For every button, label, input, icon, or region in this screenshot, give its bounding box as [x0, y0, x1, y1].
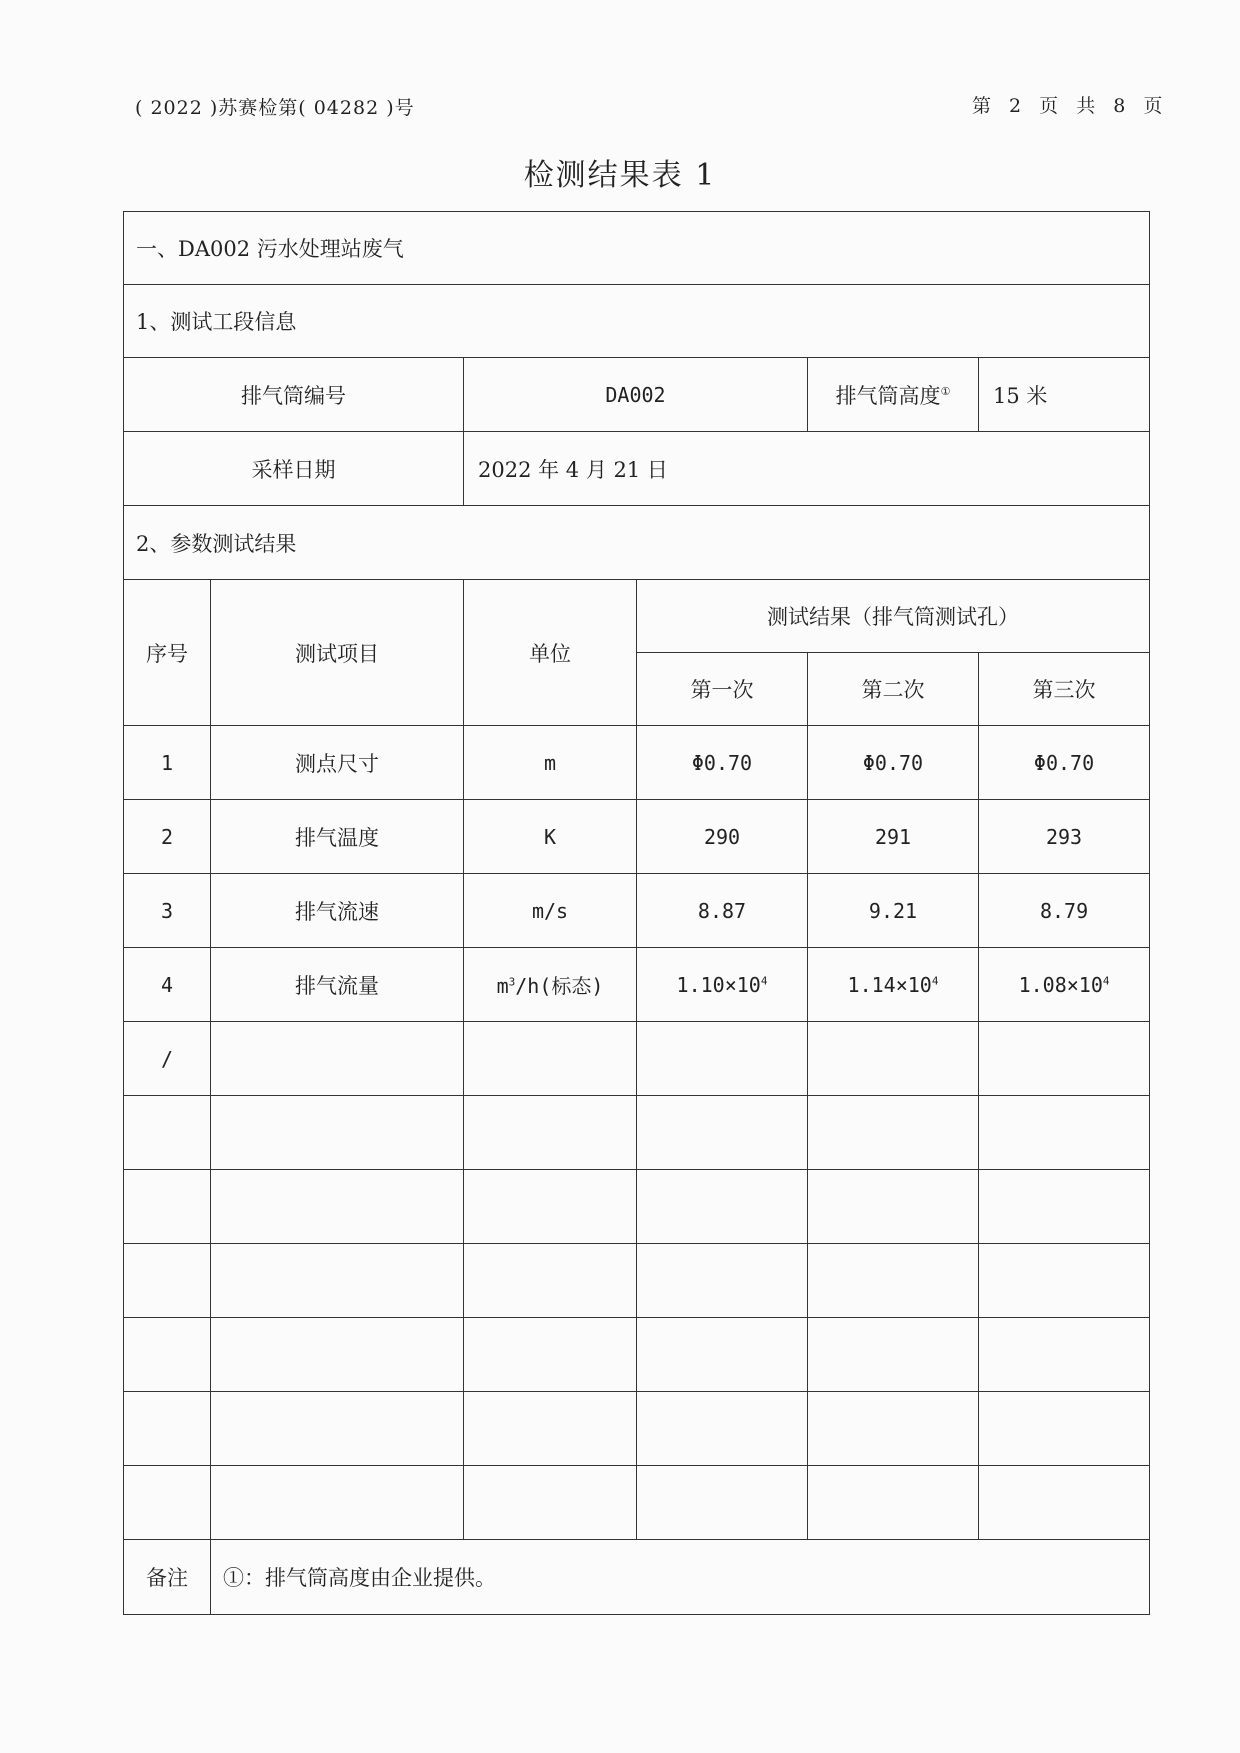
row-item: 测点尺寸	[211, 726, 464, 800]
empty-row	[124, 1170, 1150, 1244]
col-header-index: 序号	[124, 580, 211, 726]
run1-exponent: 4	[760, 973, 768, 987]
document-title: 检测结果表 1	[523, 158, 717, 193]
table-row	[124, 948, 1150, 1022]
page-info: 第 2 页 共 8 页	[972, 95, 1169, 117]
empty-cell	[979, 1022, 1150, 1096]
run1-mantissa: 1.10×10	[676, 972, 761, 997]
row-run1: 8.87	[637, 874, 808, 948]
row-run3: Φ0.70	[979, 726, 1150, 800]
empty-row	[124, 1318, 1150, 1392]
empty-row	[124, 1244, 1150, 1318]
table-row	[124, 874, 1150, 948]
unit-exponent: 3	[508, 975, 516, 989]
row-index: 4	[124, 948, 211, 1022]
row-unit: m	[464, 726, 637, 800]
row-index: /	[124, 1022, 211, 1096]
stack-height-label: 排气筒高度	[835, 383, 941, 408]
stack-height-label-cell	[808, 358, 979, 432]
row-run3: 293	[979, 800, 1150, 874]
col-header-run2: 第二次	[808, 653, 979, 726]
row-run3	[979, 948, 1150, 1022]
col-header-unit: 单位	[464, 580, 637, 726]
section1-sub-heading: 1、测试工段信息	[124, 285, 1150, 358]
table-header-row	[124, 580, 1150, 653]
col-header-run3: 第三次	[979, 653, 1150, 726]
sample-date-row	[124, 432, 1150, 506]
row-run1: 290	[637, 800, 808, 874]
col-header-result: 测试结果（排气筒测试孔）	[637, 580, 1150, 653]
row-index: 1	[124, 726, 211, 800]
stack-height-value: 15 米	[979, 358, 1150, 432]
row-run1: Φ0.70	[637, 726, 808, 800]
row-item: 排气温度	[211, 800, 464, 874]
table-row	[124, 726, 1150, 800]
remarks-label: 备注	[124, 1540, 211, 1615]
results-table	[123, 211, 1150, 1615]
row-item: 排气流速	[211, 874, 464, 948]
row-run3: 8.79	[979, 874, 1150, 948]
row-run1	[637, 948, 808, 1022]
empty-cell	[808, 1022, 979, 1096]
row-unit: K	[464, 800, 637, 874]
row-run2	[808, 948, 979, 1022]
empty-cell	[637, 1022, 808, 1096]
row-run2: 9.21	[808, 874, 979, 948]
empty-row	[124, 1096, 1150, 1170]
col-header-run1: 第一次	[637, 653, 808, 726]
row-run2: Φ0.70	[808, 726, 979, 800]
row-run2: 291	[808, 800, 979, 874]
section2-heading: 2、参数测试结果	[124, 506, 1150, 580]
stack-no-label: 排气筒编号	[124, 358, 464, 432]
section1-sub-heading-row	[124, 285, 1150, 358]
section2-heading-row	[124, 506, 1150, 580]
run2-mantissa: 1.14×10	[847, 972, 932, 997]
section1-heading: 一、DA002 污水处理站废气	[124, 212, 1150, 285]
empty-row	[124, 1392, 1150, 1466]
stack-no-value: DA002	[464, 358, 808, 432]
run3-mantissa: 1.08×10	[1018, 972, 1103, 997]
remarks-text: ①：排气筒高度由企业提供。	[211, 1540, 1150, 1615]
row-item: 排气流量	[211, 948, 464, 1022]
section1-heading-row	[124, 212, 1150, 285]
remarks-row	[124, 1540, 1150, 1615]
col-header-item: 测试项目	[211, 580, 464, 726]
row-unit: m/s	[464, 874, 637, 948]
run3-exponent: 4	[1102, 973, 1110, 987]
sample-date-value: 2022 年 4 月 21 日	[464, 432, 1150, 506]
row-index: 3	[124, 874, 211, 948]
table-row	[124, 800, 1150, 874]
report-number: ( 2022 )苏赛检第( 04282 )号	[135, 97, 415, 119]
unit-base: m	[496, 974, 509, 998]
stack-height-footnote-mark: ①	[940, 384, 951, 398]
unit-rest: /h(标态)	[515, 974, 604, 998]
stack-info-row	[124, 358, 1150, 432]
empty-row	[124, 1466, 1150, 1540]
empty-cell	[211, 1022, 464, 1096]
row-unit	[464, 948, 637, 1022]
row-index: 2	[124, 800, 211, 874]
empty-cell	[464, 1022, 637, 1096]
table-row	[124, 1022, 1150, 1096]
run2-exponent: 4	[931, 973, 939, 987]
sample-date-label: 采样日期	[124, 432, 464, 506]
